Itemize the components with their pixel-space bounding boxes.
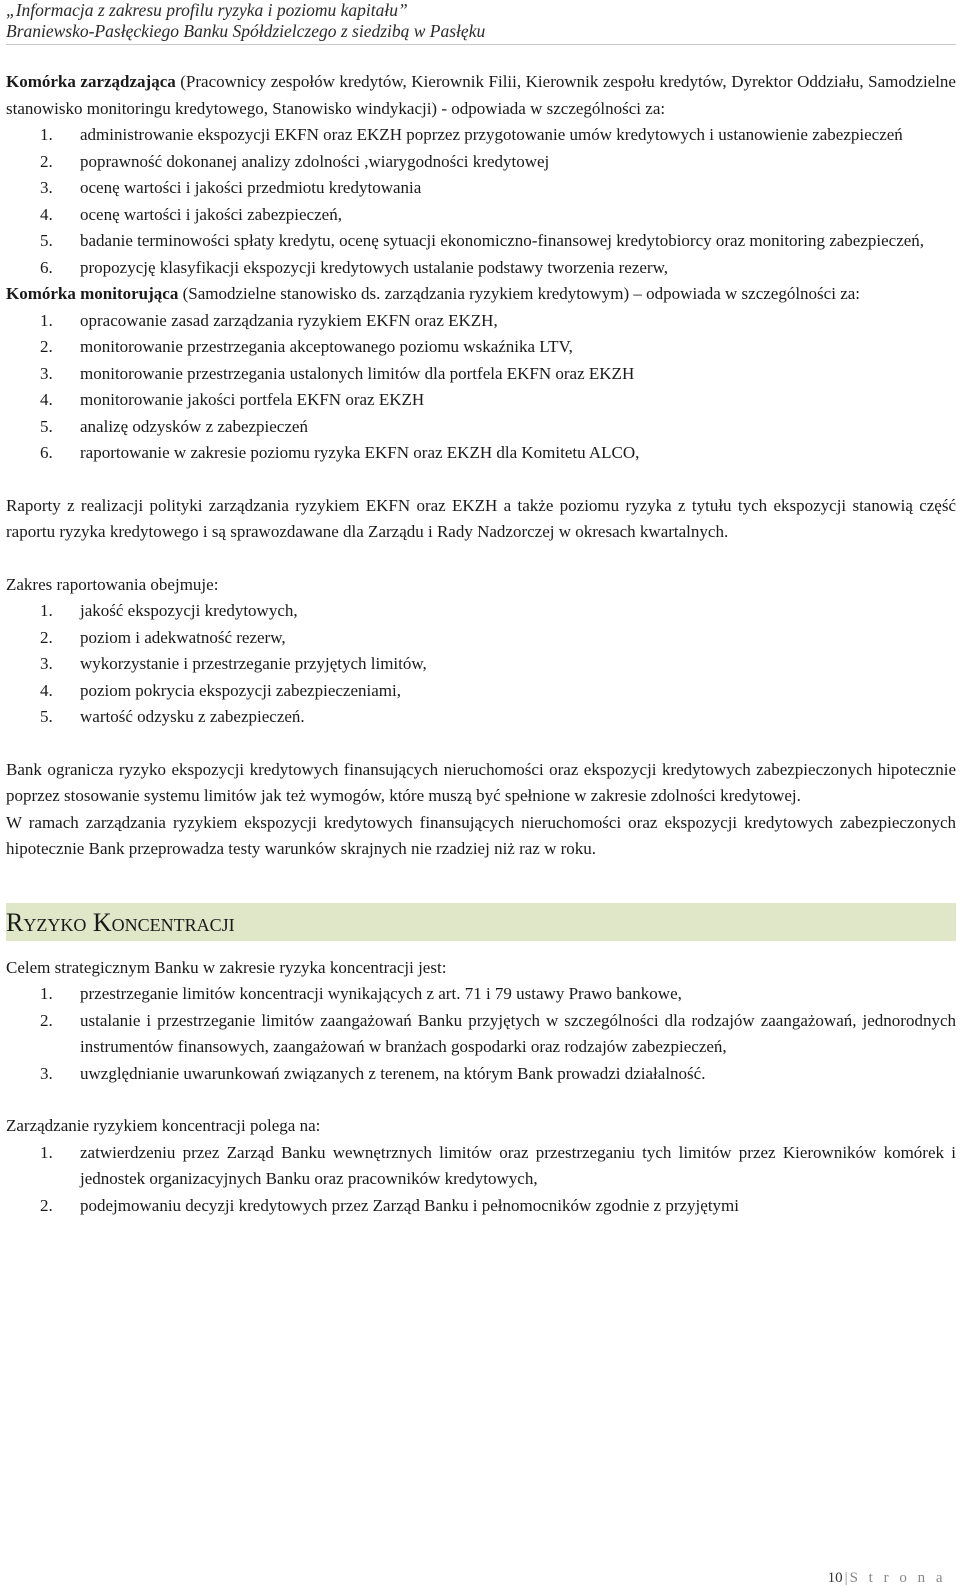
document-page bbox=[6, 0, 956, 1219]
list-item: 3. wykorzystanie i przestrzeganie przyjętych limitów, bbox=[40, 654, 427, 673]
block1-list bbox=[6, 122, 956, 281]
list-item: 3. monitorowanie przestrzegania ustalonych limitów dla portfela EKFN oraz EKZH bbox=[40, 363, 635, 383]
list-item: 4. ocenę wartości i jakości zabezpieczeń, bbox=[40, 204, 342, 224]
block1-intro bbox=[6, 69, 956, 122]
block2-list bbox=[6, 308, 956, 467]
bank-paragraph-1: Bank ogranicza ryzyko ekspozycji kredytowych finansujących nieruchomości oraz ekspozycji kredytowych zabezpieczonych hipotecznie poprzez stosowanie systemu limitów jak też wymogów, które muszą być spełnione w zakresie zdolności kredytowej. bbox=[6, 759, 956, 805]
zakres-list bbox=[6, 598, 956, 731]
zarzadzanie-intro: Zarządzanie ryzykiem koncentracji polega na: bbox=[6, 1116, 321, 1135]
zarzadzanie-list bbox=[6, 1140, 956, 1220]
block2-intro bbox=[6, 281, 956, 308]
list-item: 4. monitorowanie jakości portfela EKFN oraz EKZH bbox=[40, 390, 425, 409]
page-number: 10 bbox=[827, 1570, 843, 1586]
list-item: 1. jakość ekspozycji kredytowych, bbox=[40, 601, 298, 620]
raporty-paragraph: Raporty z realizacji polityki zarządzania ryzykiem EKFN oraz EKZH a także poziomu ryzyka z tytułu tych ekspozycji stanowią część raportu ryzyka kredytowego i są sprawozdawane dla Zarządu i Rady Nadzorczej w okresach kwartalnych. bbox=[6, 495, 956, 541]
bank-paragraph-2: W ramach zarządzania ryzykiem ekspozycji kredytowych finansujących nieruchomości oraz ekspozycji kredytowych zabezpieczonych hipotecznie Bank przeprowadza testy warunków skrajnych nie rzadziej niż raz w roku. bbox=[6, 812, 956, 858]
list-item: 1. administrowanie ekspozycji EKFN oraz EKZH poprzez przygotowanie umów kredytowych i ustanowienie zabezpieczeń bbox=[40, 125, 903, 144]
header-title: „Informacja z zakresu profilu ryzyka i poziomu kapitału” bbox=[6, 0, 408, 20]
list-item: 6. raportowanie w zakresie poziomu ryzyka EKFN oraz EKZH dla Komitetu ALCO, bbox=[40, 443, 640, 462]
zakres-intro: Zakres raportowania obejmuje: bbox=[6, 574, 219, 594]
list-item: 1. opracowanie zasad zarządzania ryzykiem EKFN oraz EKZH, bbox=[40, 310, 498, 330]
cel-intro: Celem strategicznym Banku w zakresie ryzyka koncentracji jest: bbox=[6, 957, 447, 977]
list-item: 3. ocenę wartości i jakości przedmiotu kredytowania bbox=[40, 178, 422, 197]
list-item: 2. poprawność dokonanej analizy zdolności ,wiarygodności kredytowej bbox=[40, 151, 550, 171]
list-item: 1. zatwierdzeniu przez Zarząd Banku wewnętrznych limitów oraz przestrzeganiu tych limitów przez Kierowników komórek i jednostek organizacyjnych Banku oraz pracowników kredytowych, bbox=[40, 1142, 956, 1188]
list-item: 4. poziom pokrycia ekspozycji zabezpieczeniami, bbox=[40, 680, 401, 700]
list-item: 5. badanie terminowości spłaty kredytu, ocenę sytuacji ekonomiczno-finansowej kredytobiorcy oraz monitoring zabezpieczeń, bbox=[40, 231, 925, 250]
list-item: 3. uwzględnianie uwarunkowań związanych z terenem, na którym Bank prowadzi działalność. bbox=[40, 1063, 706, 1083]
page-label: S t r o n a bbox=[849, 1570, 946, 1586]
footer-separator: | bbox=[844, 1570, 848, 1586]
list-item: 2. monitorowanie przestrzegania akceptowanego poziomu wskaźnika LTV, bbox=[40, 337, 573, 356]
list-item: 1. przestrzeganie limitów koncentracji wynikających z art. 71 i 79 ustawy Prawo bankowe, bbox=[40, 984, 682, 1003]
list-item: 6. propozycję klasyfikacji ekspozycji kredytowych ustalanie podstawy tworzenia rezerw, bbox=[40, 257, 669, 277]
page-header bbox=[6, 0, 956, 45]
list-item: 5. wartość odzysku z zabezpieczeń. bbox=[40, 707, 305, 726]
block2-lead-bold: Komórka monitorująca bbox=[6, 284, 179, 303]
list-item: 5. analizę odzysków z zabezpieczeń bbox=[40, 416, 308, 436]
header-subtitle: Braniewsko-Pasłęckiego Banku Spółdzielczego z siedzibą w Pasłęku bbox=[6, 21, 486, 41]
block2-lead-text: (Samodzielne stanowisko ds. zarządzania ryzykiem kredytowym) – odpowiada w szczególności za: bbox=[178, 284, 861, 303]
block1-lead-bold: Komórka zarządzająca bbox=[6, 72, 176, 91]
section-heading: Ryzyko Koncentracji bbox=[6, 903, 956, 941]
block1-lead-text: (Pracownicy zespołów kredytów, Kierownik Filii, Kierownik zespołu kredytów, Dyrektor Oddziału, Samodzielne stanowisko monitoringu kredytowego, Stanowisko windykacji) - odpowiada w szczególności za: bbox=[6, 72, 956, 118]
list-item: 2. ustalanie i przestrzeganie limitów zaangażowań Banku przyjętych w szczególności dla rodzajów zaangażowań, jednorodnych instrumentów finansowych, zaangażowań w branżach gospodarki oraz rodzajów zabezpieczeń, bbox=[40, 1010, 956, 1056]
page-footer bbox=[828, 1565, 946, 1592]
cel-list bbox=[6, 981, 956, 1087]
list-item: 2. podejmowaniu decyzji kredytowych przez Zarząd Banku i pełnomocników zgodnie z przyjętymi bbox=[40, 1195, 739, 1215]
list-item: 2. poziom i adekwatność rezerw, bbox=[40, 627, 286, 647]
